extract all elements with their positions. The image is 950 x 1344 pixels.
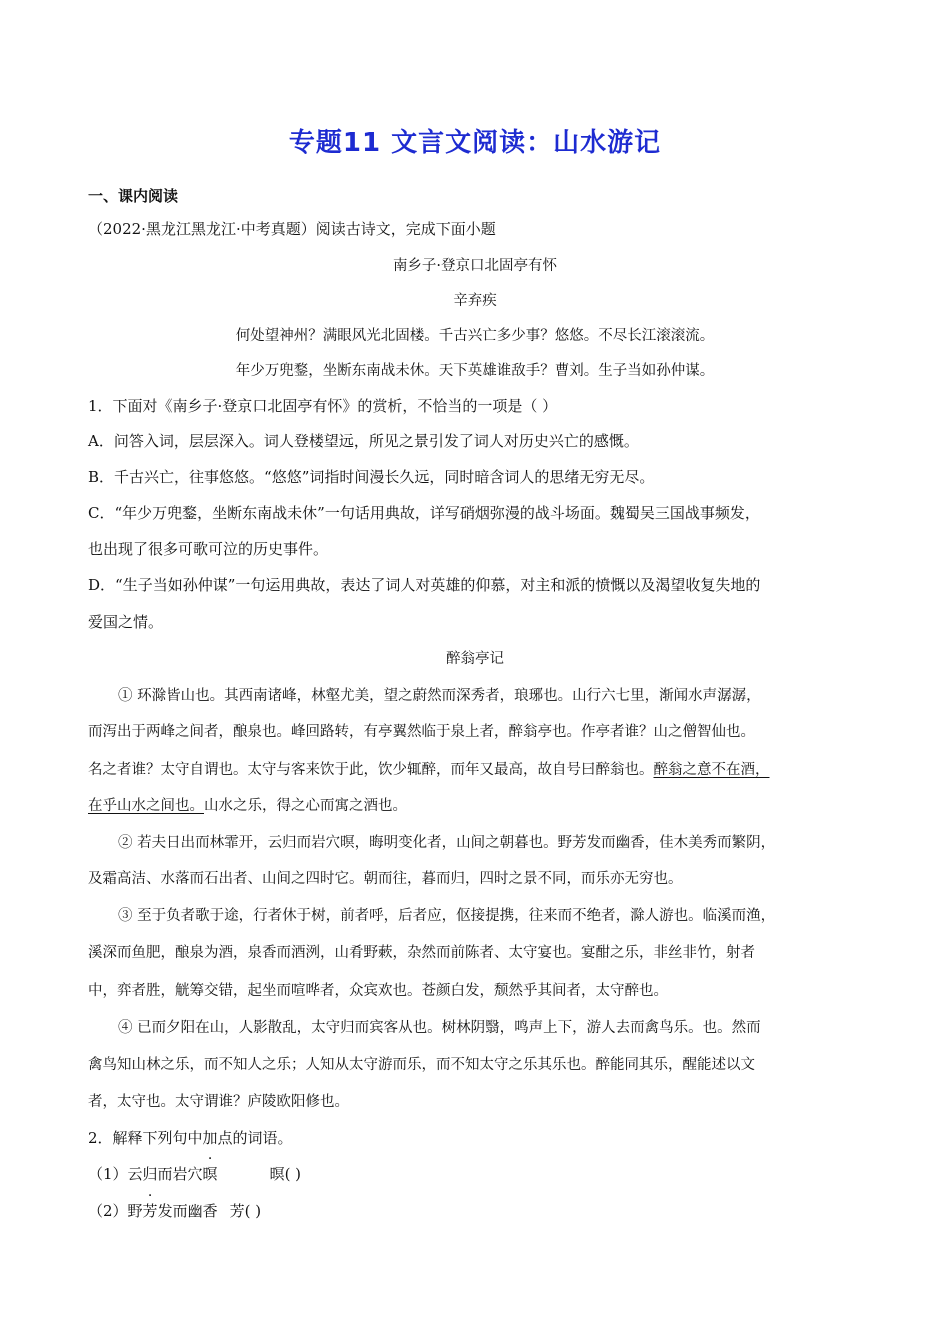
underlined-sentence: 在乎山水之间也。 [88,798,204,814]
question-source: （2022·黑龙江黑龙江·中考真题）阅读古诗文，完成下面小题 [88,220,496,238]
essay-paragraph-2: ② 若夫日出而林霏开，云归而岩穴暝，晦明变化者，山间之朝暮也。野芳发而幽香，佳木美秀而繁阴， [118,835,776,851]
underlined-sentence: 醉翁之意不在酒， [653,762,770,778]
essay-paragraph-4: ④ 已而夕阳在山，人影散乱，太守归而宾客从也。树林阴翳，鸣声上下，游人去而禽鸟乐。也。然而 [118,1020,761,1036]
question-2-item-1 [88,1164,301,1184]
item-text: （2）野 [88,1202,143,1220]
essay-line: 禽鸟知山林之乐，而不知人之乐；人知从太守游而乐，而不知太守之乐其乐也。醉能同其乐，醒能述以文 [88,1057,755,1073]
poem-line: 何处望神州？满眼风光北固楼。千古兴亡多少事？悠悠。不尽长江滚滚流。 [235,328,715,344]
option-c-cont: 也出现了很多可歌可泣的历史事件。 [88,540,329,558]
essay-line [88,760,770,780]
answer-blank[interactable]: 芳( ) [229,1202,262,1220]
essay-line [88,796,407,816]
answer-blank[interactable]: 暝( ) [269,1165,302,1183]
option-b: B．千古兴亡，往事悠悠。“悠悠”词指时间漫长久远，同时暗含词人的思绪无穷无尽。 [88,468,655,486]
poem-title: 南乡子·登京口北固亭有怀 [392,258,558,274]
dotted-word: 暝 [202,1165,218,1183]
essay-paragraph-1: ① 环滁皆山也。其西南诸峰，林壑尤美，望之蔚然而深秀者，琅琊也。山行六七里，渐闻水声潺潺， [118,688,761,704]
option-a: A．问答入词，层层深入。词人登楼望远，所见之景引发了词人对历史兴亡的感慨。 [88,432,639,450]
essay-line: 者，太守也。太守谓谁？庐陵欧阳修也。 [88,1094,349,1110]
essay-paragraph-3: ③ 至于负者歌于途，行者休于树，前者呼，后者应，伛接提携，往来而不绝者，滁人游也。临溪而渔， [118,908,776,924]
dotted-word: 芳 [142,1202,158,1220]
essay-line: 溪深而鱼肥，酿泉为酒，泉香而酒洌，山肴野蔌，杂然而前陈者、太守宴也。宴酣之乐，非丝非竹，射者 [88,945,755,961]
item-text: 发而幽香 [157,1202,218,1220]
option-c: C．“年少万兜鍪，坐断东南战未休”一句话用典故，详写硝烟弥漫的战斗场面。魏蜀吴三国战事频发， [88,504,760,522]
essay-line: 而泻出于两峰之间者，酿泉也。峰回路转，有亭翼然临于泉上者，醉翁亭也。作亭者谁？山之僧智仙也。 [88,724,755,740]
essay-line: 及霜高洁、水落而石出者、山间之四时它。朝而往，暮而归，四时之景不同，而乐亦无穷也。 [88,871,683,887]
poem-author: 辛弃疾 [453,293,497,309]
option-d: D．“生子当如孙仲谋”一句运用典故，表达了词人对英雄的仰慕，对主和派的愤慨以及渴望收复失地的 [88,576,761,594]
item-text: （1）云归而岩穴 [88,1165,203,1183]
page-title: 专题11 文言文阅读：山水游记 [288,128,662,158]
essay-line: 中，弈者胜，觥筹交错，起坐而喧哗者，众宾欢也。苍颜白发，颓然乎其间者，太守醉也。 [88,983,668,999]
essay-title: 醉翁亭记 [446,651,504,667]
option-d-cont: 爱国之情。 [88,613,164,631]
section-heading: 一、课内阅读 [88,187,179,205]
question-2-item-2 [88,1201,261,1221]
essay-text: 山水之乐，得之心而寓之酒也。 [204,798,407,814]
question-2-stem: 2．解释下列句中加点的词语。 [88,1129,293,1147]
poem-line: 年少万兜鍪，坐断东南战未休。天下英雄谁敌手？曹刘。生子当如孙仲谋。 [235,363,715,379]
essay-text: 名之者谁？太守自谓也。太守与客来饮于此，饮少辄醉，而年又最高，故自号曰醉翁也。 [88,762,654,778]
question-1-stem: 1．下面对《南乡子·登京口北固亭有怀》的赏析，不恰当的一项是（ ） [88,397,558,415]
